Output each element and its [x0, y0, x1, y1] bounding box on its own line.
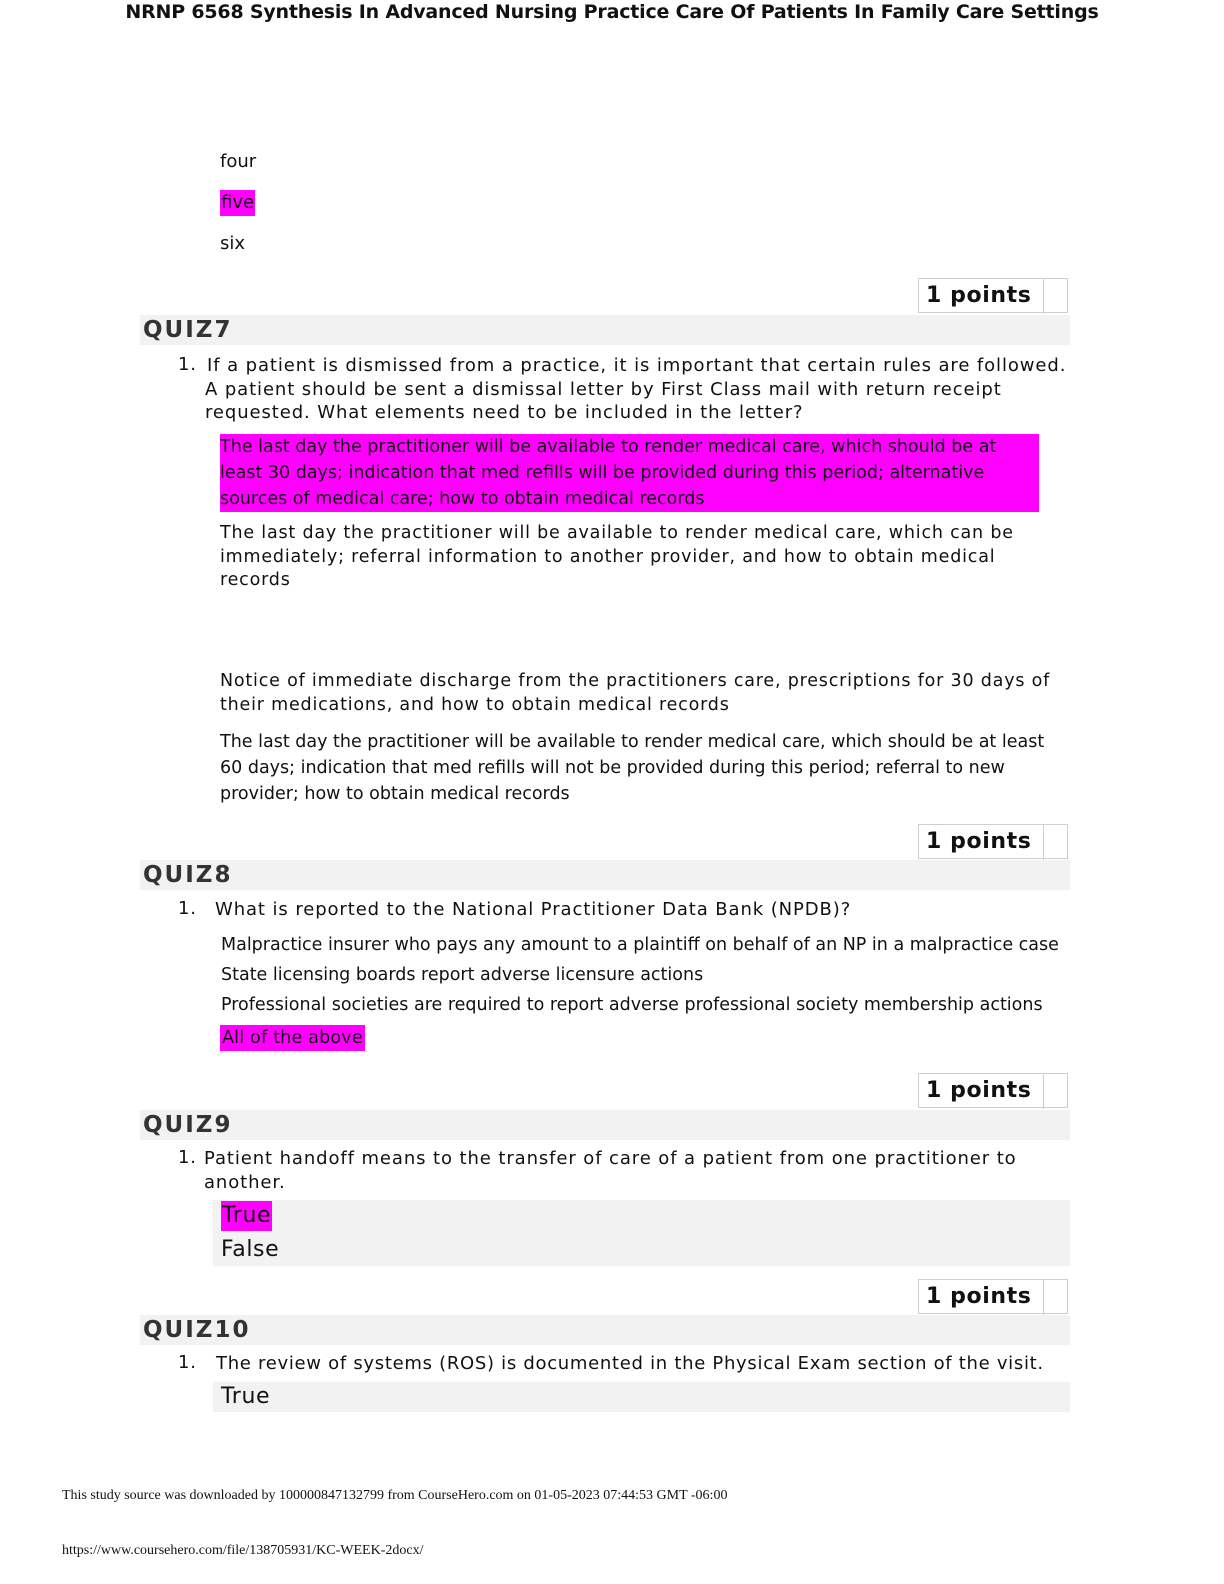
question-number: 1. [178, 354, 197, 375]
quiz-heading: QUIZ7 [143, 317, 233, 343]
option-correct-highlighted: All of the above [220, 1025, 365, 1051]
quiz-heading-band [140, 315, 1070, 345]
option-true-highlighted: True [221, 1201, 272, 1231]
question-text: Patient handoff means to the transfer of care of a patient from one practitioner to another. [204, 1148, 1017, 1193]
question-number: 1. [178, 898, 197, 919]
quiz-heading-band [140, 1315, 1070, 1345]
points-box [918, 278, 1068, 313]
points-label: 1 points [926, 1078, 1032, 1103]
quiz-heading: QUIZ8 [143, 862, 233, 888]
option: The last day the practitioner will be available to render medical care, which can be immediately; referral information to another provider, and how to obtain medical records [220, 523, 1014, 590]
points-label: 1 points [926, 1284, 1032, 1309]
option: Professional societies are required to report adverse professional society membership actions [221, 995, 1043, 1015]
points-box [918, 1073, 1068, 1108]
document-title: NRNP 6568 Synthesis In Advanced Nursing Practice Care Of Patients In Family Care Settings [125, 1, 1099, 23]
points-box [918, 1279, 1068, 1314]
option-four: four [220, 151, 257, 172]
question-text: What is reported to the National Practitioner Data Bank (NPDB)? [215, 899, 852, 920]
option-false: False [221, 1237, 280, 1262]
points-cell [1043, 825, 1044, 860]
quiz-heading-band [140, 1110, 1070, 1140]
source-url[interactable]: https://www.coursehero.com/file/138705931/KC-WEEK-2docx/ [62, 1543, 424, 1558]
question-number: 1. [178, 1147, 197, 1168]
option-true: True [221, 1384, 271, 1409]
points-cell [1043, 279, 1044, 314]
question-number: 1. [178, 1352, 197, 1373]
option: The last day the practitioner will be available to render medical care, which should be at least 60 days; indication that med refills will not be provided during this period; referral to new provider; how to obtain medical records [220, 732, 1045, 804]
points-label: 1 points [926, 829, 1032, 854]
option: Malpractice insurer who pays any amount to a plaintiff on behalf of an NP in a malpractice case [221, 935, 1059, 955]
option-five-highlighted: five [220, 190, 255, 216]
points-cell [1043, 1280, 1044, 1315]
option: Notice of immediate discharge from the practitioners care, prescriptions for 30 days of their medications, and how to obtain medical records [220, 671, 1051, 715]
option: State licensing boards report adverse licensure actions [221, 965, 704, 985]
quiz-heading: QUIZ9 [143, 1112, 233, 1138]
points-label: 1 points [926, 283, 1032, 308]
points-cell [1043, 1074, 1044, 1109]
option-six: six [220, 233, 246, 254]
answer-band [213, 1200, 1070, 1266]
quiz-heading-band [140, 860, 1070, 890]
quiz-heading: QUIZ10 [143, 1317, 251, 1343]
option-correct-highlighted: The last day the practitioner will be available to render medical care, which should be at least 30 days; indication that med refills will be provided during this period; alternative sources of medical care; how to obtain medical records [220, 434, 1039, 512]
question-text: The review of systems (ROS) is documented in the Physical Exam section of the visit. [216, 1353, 1044, 1374]
points-box [918, 824, 1068, 859]
download-notice: This study source was downloaded by 100000847132799 from CourseHero.com on 01-05-2023 07:44:53 GMT -06:00 [62, 1488, 728, 1503]
answer-band [213, 1382, 1070, 1412]
question-text: If a patient is dismissed from a practice, it is important that certain rules are followed. A patient should be sent a dismissal letter by First Class mail with return receipt requested. What elements need to be included in the letter? [205, 355, 1067, 423]
